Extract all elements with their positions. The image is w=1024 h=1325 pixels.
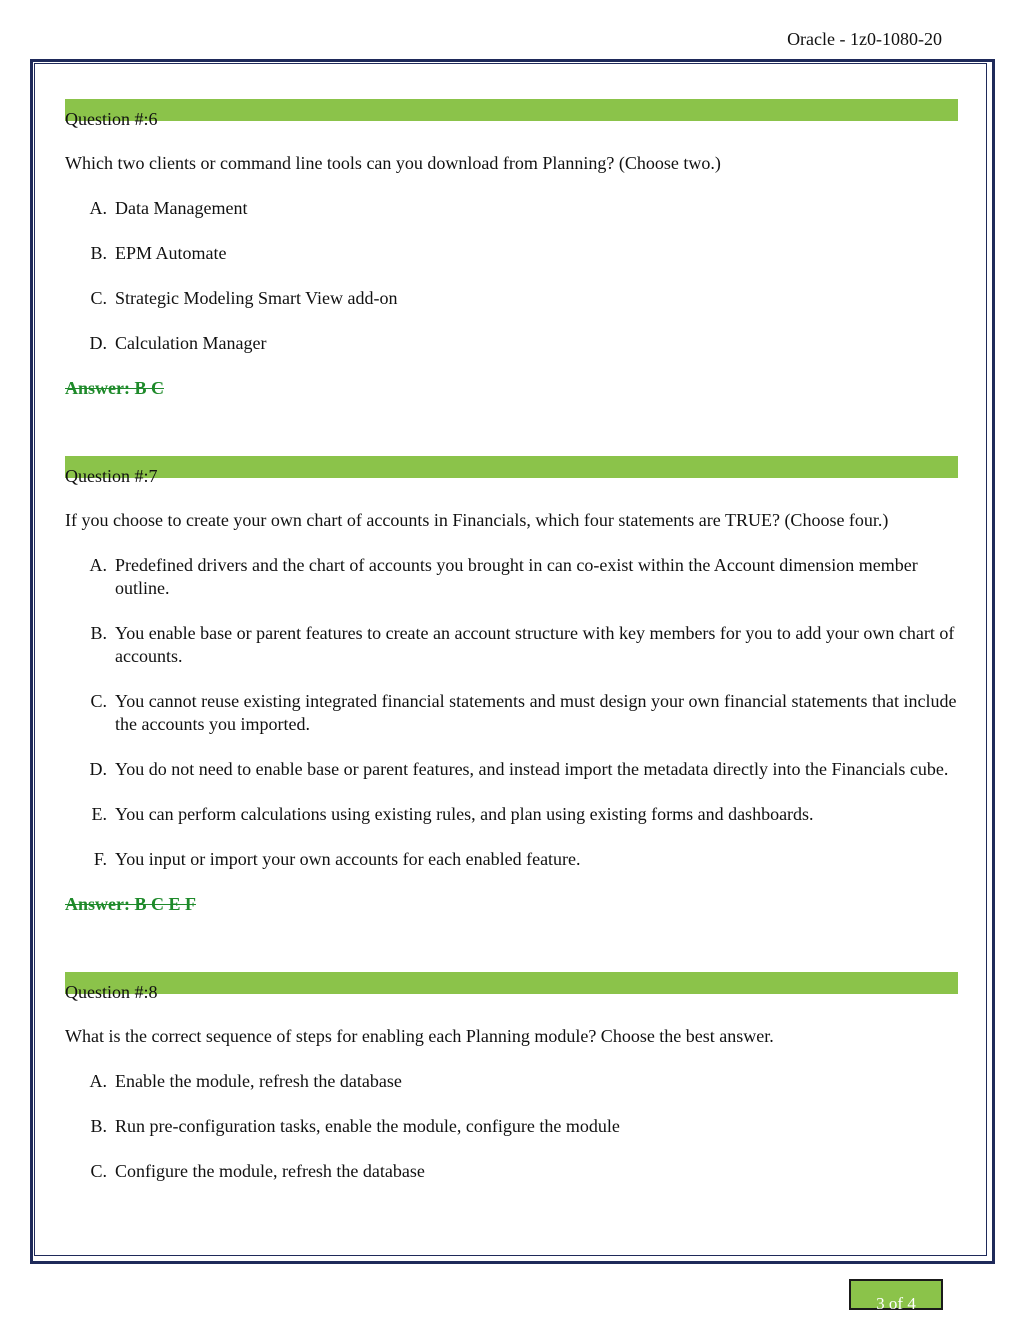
option-letter: B. [90,243,107,263]
option-list [65,554,958,871]
option-letter: C. [90,691,107,711]
option-a [65,197,958,220]
option-text: You enable base or parent features to create an account structure with key members for you to add your own chart of accounts. [115,623,955,666]
option-letter: B. [90,623,107,643]
option-text: Strategic Modeling Smart View add-on [115,288,398,308]
question-header-bar [65,456,958,478]
option-letter: F. [93,849,107,869]
option-list [65,1070,958,1183]
option-text: You do not need to enable base or parent features, and instead import the metadata directly into the Financials cube. [115,759,949,779]
option-letter: C. [90,1161,107,1181]
option-text: EPM Automate [115,243,227,263]
option-letter: B. [90,1116,107,1136]
question-header-bar [65,972,958,994]
question-text: What is the correct sequence of steps for enabling each Planning module? Choose the best answer. [65,1026,774,1046]
option-text: Calculation Manager [115,333,267,353]
question-number: Question #:8 [65,982,158,1002]
option-b [65,622,958,668]
question-list [65,99,958,1183]
option-text: Predefined drivers and the chart of accounts you brought in can co-exist within the Account dimension member outline. [115,555,918,598]
option-text: You cannot reuse existing integrated financial statements and must design your own financial statements that include the accounts you imported. [115,691,957,734]
option-letter: D. [89,759,107,779]
answer-key: Answer: B C [65,378,164,398]
option-text: You input or import your own accounts for each enabled feature. [115,849,581,869]
option-b [65,1115,958,1138]
option-letter: E. [91,804,107,824]
option-b [65,242,958,265]
question-7 [65,456,958,916]
option-c [65,690,958,736]
option-list [65,197,958,355]
option-a [65,1070,958,1093]
question-6 [65,99,958,400]
option-letter: D. [89,333,107,353]
option-letter: A. [89,555,107,575]
question-text: Which two clients or command line tools can you download from Planning? (Choose two.) [65,153,721,173]
option-text: Data Management [115,198,248,218]
page-number: 3 of 4 [876,1294,916,1313]
option-e [65,803,958,826]
option-letter: C. [90,288,107,308]
option-c [65,1160,958,1183]
question-header [65,456,958,488]
question-8 [65,972,958,1183]
answer-key: Answer: B C E F [65,894,196,914]
option-letter: A. [89,198,107,218]
option-letter: A. [89,1071,107,1091]
document-header: Oracle - 1z0-1080-20 [787,29,942,49]
question-header [65,972,958,1004]
question-header [65,99,958,131]
question-header-bar [65,99,958,121]
option-text: Enable the module, refresh the database [115,1071,402,1091]
option-text: Configure the module, refresh the database [115,1161,425,1181]
option-text: Run pre-configuration tasks, enable the module, configure the module [115,1116,620,1136]
option-a [65,554,958,600]
option-text: You can perform calculations using existing rules, and plan using existing forms and dashboards. [115,804,814,824]
option-f [65,848,958,871]
question-text: If you choose to create your own chart of accounts in Financials, which four statements are TRUE? (Choose four.) [65,510,889,530]
option-d [65,758,958,781]
option-d [65,332,958,355]
question-number: Question #:7 [65,466,158,486]
option-c [65,287,958,310]
question-number: Question #:6 [65,109,158,129]
